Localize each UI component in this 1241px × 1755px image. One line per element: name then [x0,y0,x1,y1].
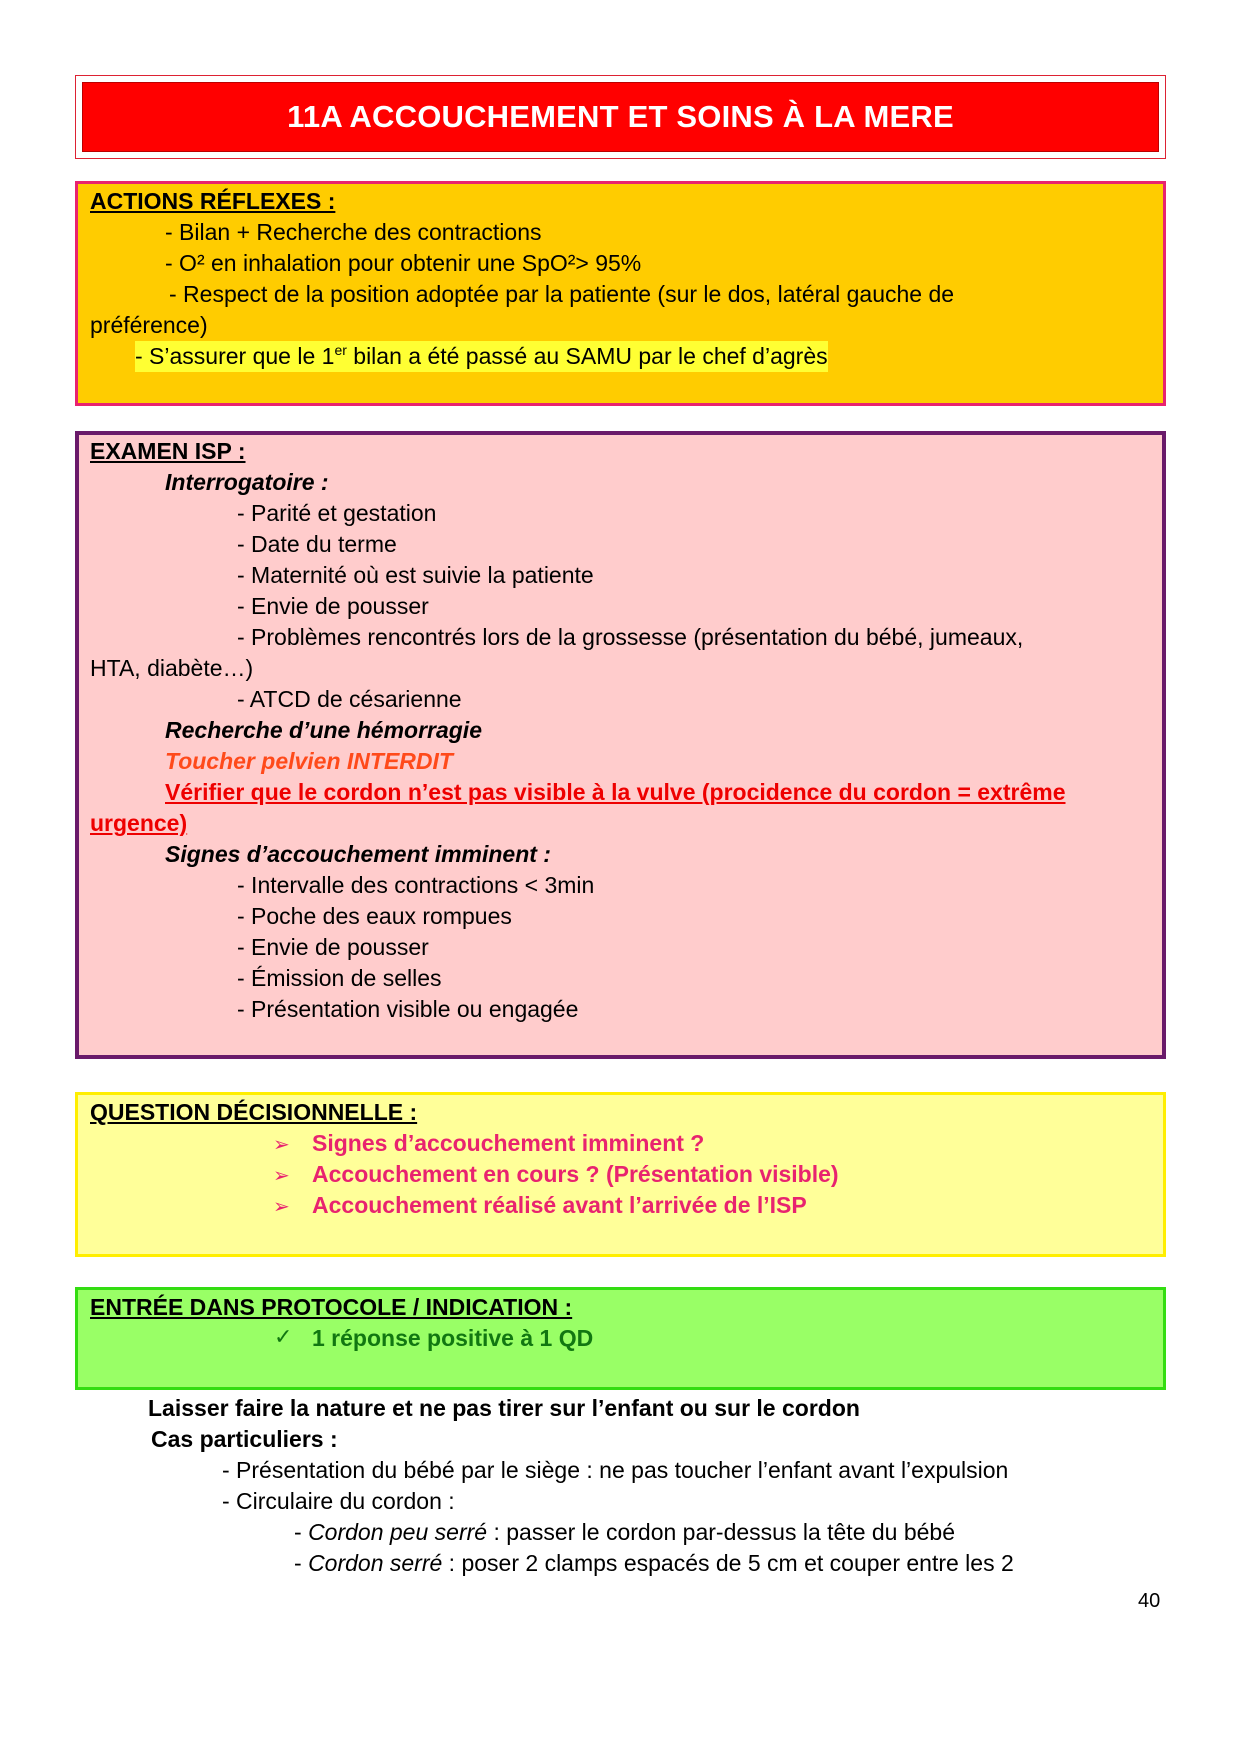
page-title: 11A ACCOUCHEMENT ET SOINS À LA MERE [82,82,1159,152]
list-item: - Poche des eaux rompues [237,903,512,929]
list-item: - Émission de selles [237,965,442,991]
list-item: - Date du terme [237,531,397,557]
title-banner [75,75,1166,159]
serre-text: : poser 2 clamps espacés de 5 cm et couper entre les 2 [442,1550,1014,1576]
list-item: - Présentation visible ou engagée [237,996,579,1022]
question-box [75,1092,1166,1257]
list-item: - Envie de pousser [237,593,429,619]
question-header: QUESTION DÉCISIONNELLE : [90,1099,418,1125]
cordon-warning: Vérifier que le cordon n’est pas visible à la vulve (procidence du cordon = extrême [165,779,1066,805]
examen-isp-header: EXAMEN ISP : [90,438,246,464]
question-item: Signes d’accouchement imminent ? [312,1130,705,1156]
list-item: - Cordon serré : poser 2 clamps espacés de 5 cm et couper entre les 2 [294,1550,1014,1576]
list-item: - Problèmes rencontrés lors de la grossesse (présentation du bébé, jumeaux, [237,624,1024,650]
entree-item: 1 réponse positive à 1 QD [312,1325,594,1351]
list-item-continuation: HTA, diabète…) [90,655,254,681]
list-item: - O² en inhalation pour obtenir une SpO²> 95% [165,250,642,276]
question-item: Accouchement en cours ? (Présentation visible) [312,1161,839,1187]
list-item: - Envie de pousser [237,934,429,960]
question-item: Accouchement réalisé avant l’arrivée de l’ISP [312,1192,807,1218]
entree-box [75,1287,1166,1390]
page-number: 40 [1138,1590,1161,1612]
toucher-interdit-warning: Toucher pelvien INTERDIT [165,748,453,774]
cas-particuliers-title: Cas particuliers : [151,1426,338,1452]
peu-serre-label: Cordon peu serré [308,1519,488,1545]
list-item: - Maternité où est suivie la patiente [237,562,594,588]
list-item-continuation: préférence) [90,312,208,338]
cordon-warning-continuation: urgence) [90,810,188,836]
arrow-icon: ➢ [273,1165,290,1187]
check-icon: ✓ [274,1324,293,1349]
laisser-faire-text: Laisser faire la nature et ne pas tirer sur l’enfant ou sur le cordon [148,1395,860,1421]
list-item: - Cordon peu serré : passer le cordon par-dessus la tête du bébé [294,1519,956,1545]
serre-label: Cordon serré [308,1550,443,1576]
hemorragie-title: Recherche d’une hémorragie [165,717,482,743]
examen-isp-box [75,431,1166,1059]
interrogatoire-title: Interrogatoire : [165,469,329,495]
list-item: - Circulaire du cordon : [222,1488,455,1514]
superscript-er: er [334,342,347,358]
signes-title: Signes d’accouchement imminent : [165,841,551,867]
peu-serre-text: : passer le cordon par-dessus la tête du bébé [487,1519,956,1545]
arrow-icon: ➢ [273,1134,290,1156]
list-item: - Bilan + Recherche des contractions [165,219,542,245]
list-item: - Respect de la position adoptée par la patiente (sur le dos, latéral gauche de [169,281,955,307]
samu-bilan-text-b: bilan a été passé au SAMU par le chef d’agrès [346,343,828,369]
samu-bilan-item [135,341,828,372]
list-item: - Présentation du bébé par le siège : ne pas toucher l’enfant avant l’expulsion [222,1457,1009,1483]
samu-bilan-text-a: - S’assurer que le 1 [135,343,335,369]
actions-reflexes-box [75,181,1166,406]
arrow-icon: ➢ [273,1196,290,1218]
entree-header: ENTRÉE DANS PROTOCOLE / INDICATION : [90,1294,573,1320]
actions-reflexes-header: ACTIONS RÉFLEXES : [90,188,336,214]
list-item: - Parité et gestation [237,500,437,526]
list-item: - Intervalle des contractions < 3min [237,872,595,898]
list-item: - ATCD de césarienne [237,686,462,712]
